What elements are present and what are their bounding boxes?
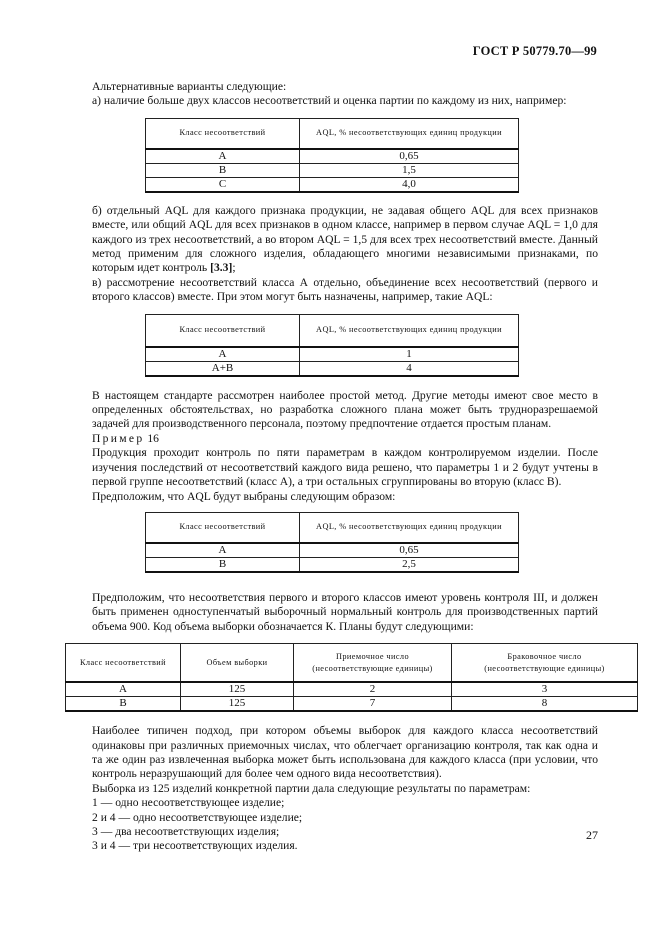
example-heading <box>92 432 598 446</box>
doc-code: ГОСТ Р 50779.70—99 <box>472 44 597 58</box>
aql-table-3 <box>145 512 519 573</box>
result-item: 2 и 4 — одно несоответствующее изделие; <box>92 810 303 824</box>
table-cell: 4,0 <box>300 177 519 192</box>
table-cell: А+В <box>146 361 300 376</box>
table-cell: А <box>146 149 300 164</box>
paragraph <box>92 204 598 276</box>
reference: [3.3] <box>210 261 233 275</box>
paragraph: Альтернативные варианты следующие: <box>92 80 287 93</box>
sampling-plan-table <box>65 643 638 712</box>
table-row <box>66 697 638 712</box>
table-header: AQL, % несоответствующих единиц продукции <box>300 118 519 149</box>
paragraph: Продукция проходит контроль по пяти параметрам в каждом контролируемом изделии. После изучения последствий от несоответствий каждого вида решено, что параметры 1 и 2 будут учтены в первой группе несоответствий (класс А), а три остальных сгруппированы во вторую (класс В). <box>92 446 598 489</box>
table-row <box>146 149 519 164</box>
header-line: Приемочное число <box>335 651 410 661</box>
paragraph: Выборка из 125 изделий конкретной партии дала следующие результаты по параметрам: <box>92 781 531 795</box>
table-cell: В <box>146 163 300 177</box>
header-line: (несоответствующие единицы) <box>484 663 605 673</box>
table-cell: 125 <box>181 682 294 697</box>
table-cell: 4 <box>300 361 519 376</box>
table-header: Класс несоответствий <box>146 314 300 347</box>
table-cell: 8 <box>452 697 638 712</box>
example-number: 16 <box>147 431 159 445</box>
table-header: Объем выборки <box>181 644 294 683</box>
table-cell: А <box>146 543 300 558</box>
paragraph: Наиболее типичен подход, при котором объемы выборок для каждого класса несоответствий одинаковы при различных приемочных числах, что облегчает организацию контроля, так как одна и та же один раз извлеченная выборка может быть использована для каждого класса (при условии, что контроль неразрушающий для более чем одного вида несоответствия). <box>92 724 598 781</box>
table-cell: 3 <box>452 682 638 697</box>
table-cell: 7 <box>294 697 452 712</box>
table-cell: 0,65 <box>300 149 519 164</box>
paragraph-text: б) отдельный AQL для каждого признака продукции, не задавая общего AQL для всех признаков вместе, или общий AQL для всех признаков в одном классе, например в первом случае AQL = 1,0 для каждого из трех несоответствий, а во втором AQL = 1,5 для всех трех несоответствий вместе. Данный метод применим для сложного изделия, обладающего многими независимыми признаками, по которым идет контроль <box>92 203 598 275</box>
table-header: AQL, % несоответствующих единиц продукции <box>300 314 519 347</box>
header-line: (несоответствующие единицы) <box>312 663 433 673</box>
paragraph: Предположим, что несоответствия первого и второго классов имеют уровень контроля III, и должен быть применен одноступенчатый выборочный нормальный контроль для производственных партий объема 900. Код объема выборки обозначается К. Планы будут следующими: <box>92 590 598 633</box>
table-cell: С <box>146 177 300 192</box>
page-number: 27 <box>586 828 598 842</box>
table-cell: А <box>66 682 181 697</box>
table-cell: 1,5 <box>300 163 519 177</box>
paragraph: В настоящем стандарте рассмотрен наиболее простой метод. Другие методы имеют свое место в определенных обстоятельствах, но разработка сложного плана может быть трудноразрешаемой задачей для производственного персонала, поэтому предпочтение отдается простым планам. <box>92 388 598 431</box>
table-cell: 0,65 <box>300 543 519 558</box>
header-line: Браковочное число <box>507 651 582 661</box>
table-row <box>146 177 519 192</box>
example-label: Пример <box>92 431 145 445</box>
paragraph-text: ; <box>232 261 236 275</box>
table-cell: В <box>66 697 181 712</box>
table-header: AQL, % несоответствующих единиц продукции <box>300 512 519 543</box>
table-row <box>146 163 519 177</box>
table-header: Класс несоответствий <box>146 512 300 543</box>
table-header: Класс несоответствий <box>66 644 181 683</box>
result-item: 3 — два несоответствующих изделия; <box>92 824 280 838</box>
aql-table-2 <box>145 314 519 377</box>
table-row <box>146 347 519 362</box>
table-row <box>66 682 638 697</box>
table-cell: А <box>146 347 300 362</box>
table-cell: 2,5 <box>300 557 519 572</box>
table-header: Класс несоответствий <box>146 118 300 149</box>
table-row <box>146 361 519 376</box>
paragraph: в) рассмотрение несоответствий класса А отдельно, объединение всех несоответствий (первого и второго классов) вместе. При этом могут быть назначены, например, такие AQL: <box>92 275 598 304</box>
table-cell: 1 <box>300 347 519 362</box>
paragraph: а) наличие больше двух классов несоответствий и оценка партии по каждому из них, например: <box>92 94 567 108</box>
table-cell: 2 <box>294 682 452 697</box>
table-row <box>146 557 519 572</box>
table-cell: 125 <box>181 697 294 712</box>
result-item: 1 — одно несоответствующее изделие; <box>92 796 285 810</box>
aql-table-1 <box>145 118 519 193</box>
table-header <box>294 644 452 683</box>
table-header <box>452 644 638 683</box>
table-cell: В <box>146 557 300 572</box>
content <box>79 80 605 854</box>
table-row <box>146 543 519 558</box>
paragraph: Предположим, что AQL будут выбраны следующим образом: <box>92 489 396 503</box>
result-item: 3 и 4 — три несоответствующих изделия. <box>92 839 298 853</box>
